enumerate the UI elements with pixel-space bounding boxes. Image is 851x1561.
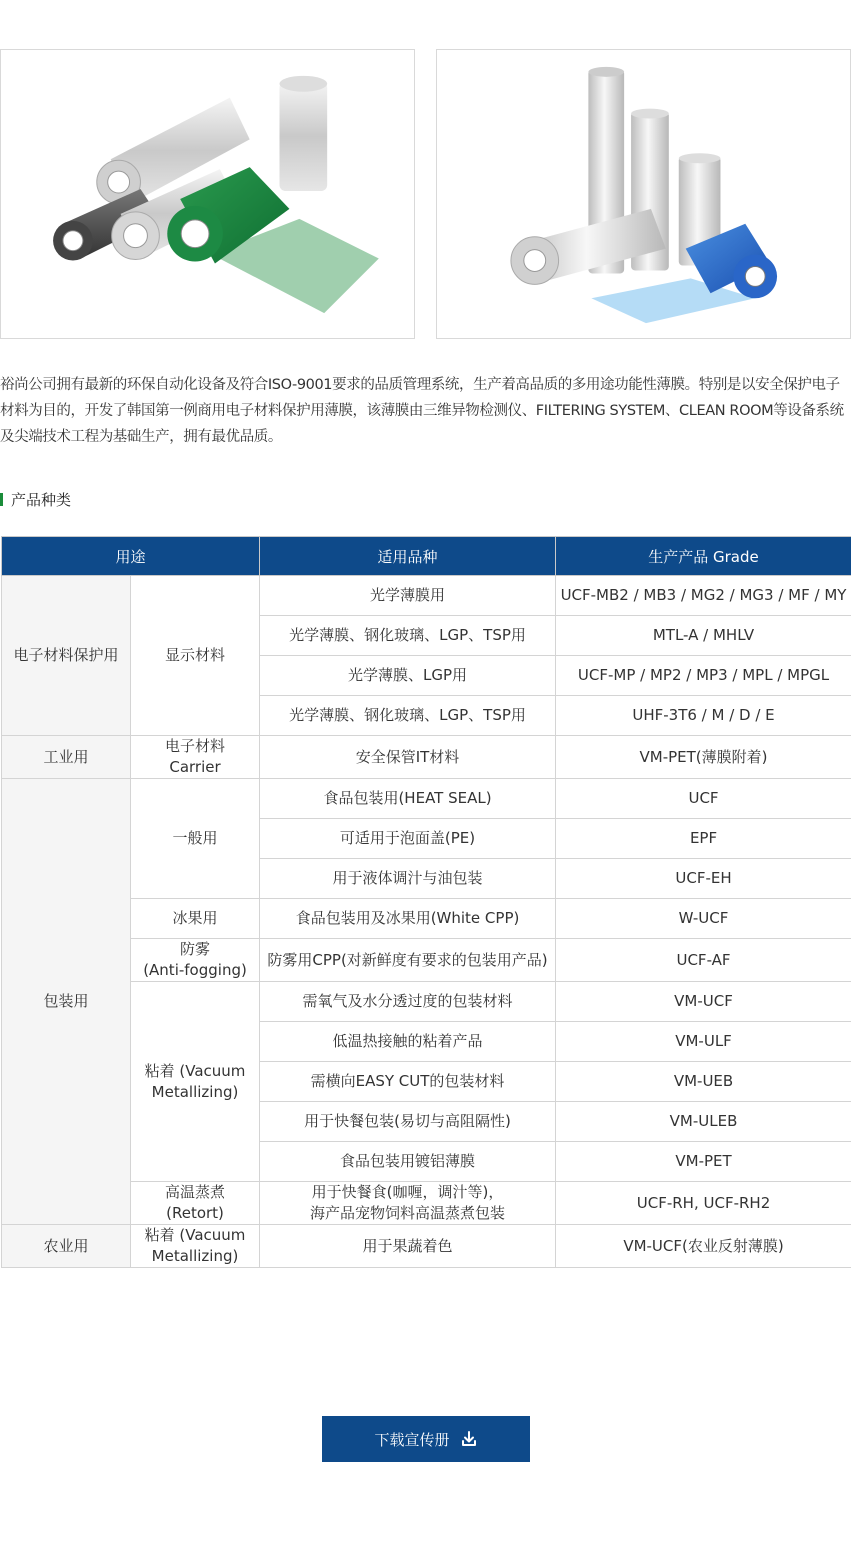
subcategory-cell: 冰果用 [131,899,260,939]
subcategory-line: Carrier [169,758,221,776]
grade-cell: VM-UCF(农业反射薄膜) [556,1225,851,1268]
grade-cell: UCF-AF [556,939,851,982]
subcategory-cell [131,1182,260,1225]
section-accent-bar [0,493,3,506]
variety-line: 海产品宠物饲料高温蒸煮包装 [310,1204,506,1222]
grade-cell: UHF-3T6 / M / D / E [556,696,851,736]
category-cell: 工业用 [2,736,131,779]
variety-cell: 需横向EASY CUT的包装材料 [260,1062,556,1102]
grade-cell: UCF-MB2 / MB3 / MG2 / MG3 / MF / MY [556,576,851,616]
grade-cell: VM-UEB [556,1062,851,1102]
subcategory-line: 电子材料 [165,737,226,755]
section-title [0,488,71,510]
grade-cell: UCF-EH [556,859,851,899]
header-variety: 适用品种 [260,537,556,576]
subcategory-cell [131,939,260,982]
product-image-left [0,49,415,339]
variety-cell: 光学薄膜用 [260,576,556,616]
variety-cell [260,1182,556,1225]
category-cell: 电子材料保护用 [2,576,131,736]
subcategory-cell [131,736,260,779]
grade-cell: W-UCF [556,899,851,939]
subcategory-cell: 显示材料 [131,576,260,736]
subcategory-line: 粘着 (Vacuum [144,1061,246,1080]
header-grade: 生产产品 Grade [556,537,851,576]
table-row [2,736,851,779]
variety-cell: 用于快餐包装(易切与高阻隔性) [260,1102,556,1142]
download-icon [460,1430,478,1448]
variety-cell: 需氧气及水分透过度的包装材料 [260,982,556,1022]
subcategory-line: Metallizing) [151,1247,239,1265]
film-rolls-green-illustration [1,50,414,338]
grade-cell: EPF [556,819,851,859]
variety-cell: 低温热接触的粘着产品 [260,1022,556,1062]
variety-cell: 食品包装用及冰果用(White CPP) [260,899,556,939]
variety-cell: 可适用于泡面盖(PE) [260,819,556,859]
grade-cell: UCF-RH, UCF-RH2 [556,1182,851,1225]
variety-cell: 安全保管IT材料 [260,736,556,779]
grade-cell: MTL-A / MHLV [556,616,851,656]
download-brochure-label: 下载宣传册 [374,1430,450,1449]
subcategory-line: (Anti-fogging) [143,961,247,979]
subcategory-line: (Retort) [166,1204,224,1222]
variety-cell: 防雾用CPP(对新鲜度有要求的包装用产品) [260,939,556,982]
table-header-row [2,537,851,576]
variety-cell: 食品包装用(HEAT SEAL) [260,779,556,819]
grade-cell: VM-PET [556,1142,851,1182]
film-rolls-blue-illustration [437,50,850,338]
grade-cell: VM-UCF [556,982,851,1022]
variety-cell: 光学薄膜、钢化玻璃、LGP、TSP用 [260,616,556,656]
category-cell: 包装用 [2,779,131,1225]
product-image-right [436,49,851,339]
variety-cell: 光学薄膜、LGP用 [260,656,556,696]
header-use: 用途 [2,537,260,576]
intro-paragraph: 裕尚公司拥有最新的环保自动化设备及符合ISO-9001要求的品质管理系统，生产着高品质的多用途功能性薄膜。特别是以安全保护电子材料为目的，开发了韩国第一例商用电子材料保护用薄膜，该薄膜由三维异物检测仪、FILTERING SYSTEM、CLEAN ROOM等设备系统及尖端技术工程为基础生产，拥有最优品质。 [0,377,844,445]
grade-cell: VM-ULEB [556,1102,851,1142]
category-cell: 农业用 [2,1225,131,1268]
subcategory-cell: 一般用 [131,779,260,899]
grade-cell: UCF [556,779,851,819]
subcategory-line: 粘着 (Vacuum [144,1226,246,1244]
grade-cell: VM-ULF [556,1022,851,1062]
variety-cell: 用于果蔬着色 [260,1225,556,1268]
subcategory-cell [131,1225,260,1268]
grade-cell: VM-PET(薄膜附着) [556,736,851,779]
subcategory-line: 防雾 [180,940,211,958]
grade-cell: UCF-MP / MP2 / MP3 / MPL / MPGL [556,656,851,696]
variety-cell: 光学薄膜、钢化玻璃、LGP、TSP用 [260,696,556,736]
variety-cell: 食品包装用镀铝薄膜 [260,1142,556,1182]
subcategory-cell [131,982,260,1182]
table-row [2,779,851,819]
subcategory-line: 高温蒸煮 [165,1183,226,1201]
table-row [2,576,851,616]
subcategory-line: Metallizing) [151,1082,239,1101]
product-grade-table [1,536,851,1268]
variety-cell: 用于液体调汁与油包装 [260,859,556,899]
variety-line: 用于快餐食(咖喱，调汁等)， [311,1183,504,1201]
table-row [2,1225,851,1268]
download-brochure-button[interactable] [322,1416,530,1462]
section-title-label: 产品种类 [11,490,72,509]
